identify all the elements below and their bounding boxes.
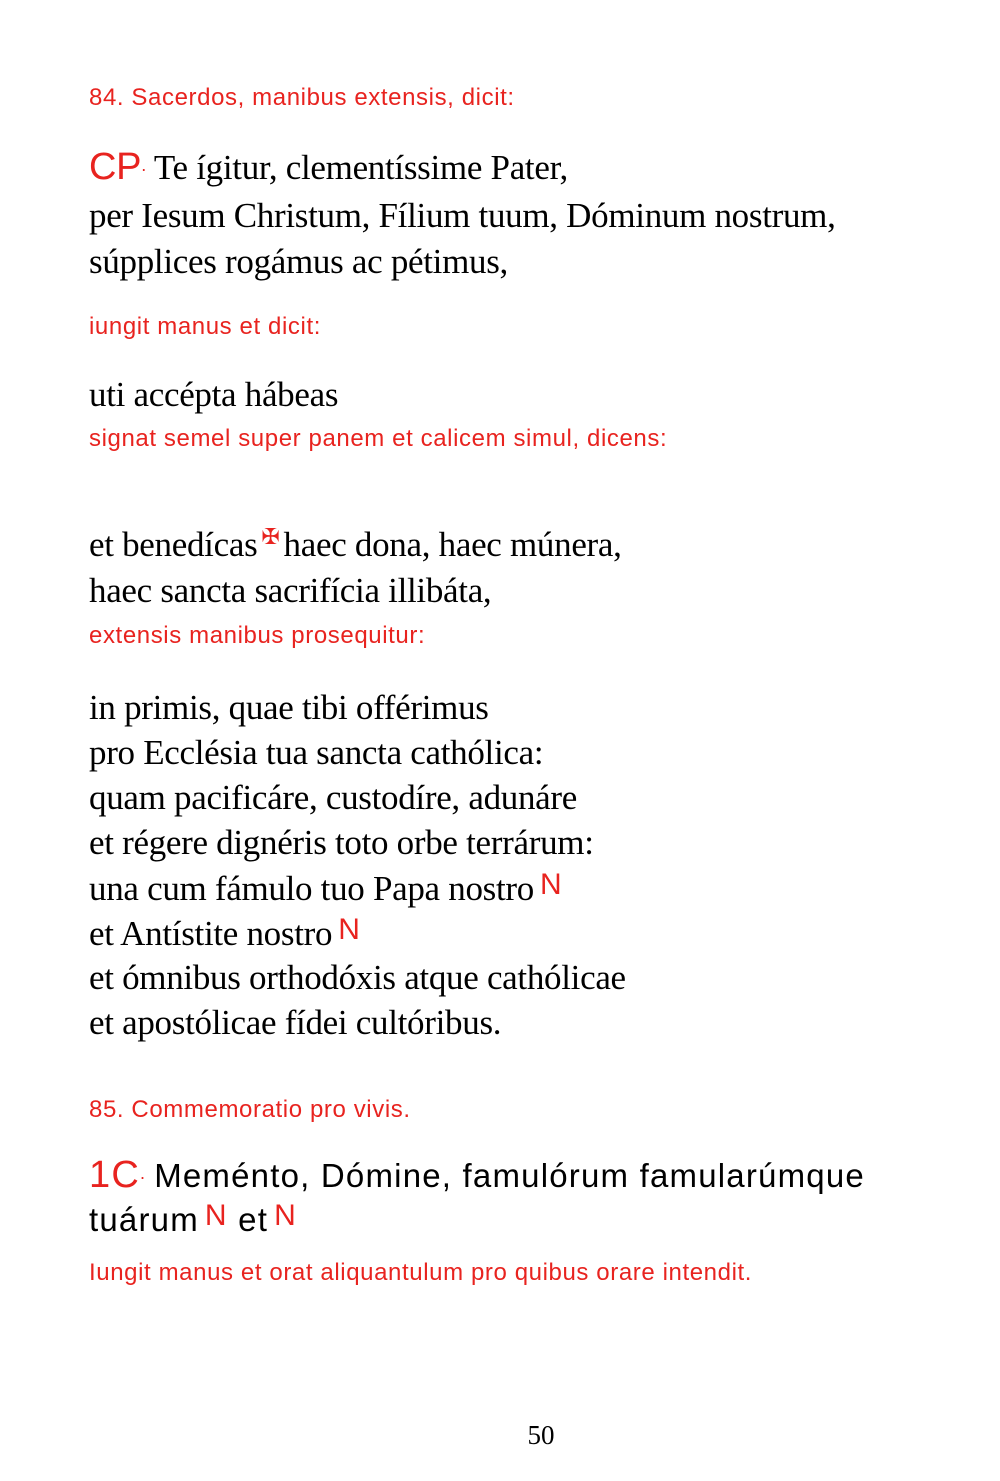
cp-marker-dot: .: [141, 155, 146, 175]
canon-block2-line-1: et ómnibus orthodóxis atque cathólicae: [89, 958, 626, 997]
memento-line-1: [89, 1156, 865, 1194]
canon-line-5: [89, 526, 622, 562]
canon-line-papa: [89, 870, 561, 906]
page-number: 50: [527, 1420, 555, 1450]
cp-marker: CP: [89, 146, 142, 188]
n-placeholder-famulorum: N: [204, 1199, 228, 1232]
canon-block-line-4: et régere dignéris toto orbe terrárum:: [89, 823, 594, 862]
canon-block-line-1: in primis, quae tibi offérimus: [89, 688, 489, 727]
canon-line-antistite: [89, 915, 360, 951]
rubric-iungit-orat: Iungit manus et orat aliquantulum pro quibus orare intendit.: [89, 1259, 753, 1286]
canon-line-3: súpplices rogámus ac pétimus,: [89, 242, 508, 281]
canon-text-5b: haec dona, haec múnera,: [283, 525, 622, 564]
n-placeholder-papa: N: [539, 868, 562, 901]
canon-line-4: uti accépta hábeas: [89, 375, 339, 414]
rubric-signat: signat semel super panem et calicem simul, dicens:: [89, 425, 668, 452]
memento-text-2a: tuárum: [89, 1201, 199, 1238]
canon-text-papa: una cum fámulo tuo Papa nostro: [89, 869, 534, 908]
1c-marker: 1C: [89, 1154, 140, 1196]
n-placeholder-famularum: N: [274, 1199, 297, 1232]
memento-text-1: Meménto, Dómine, famulórum famularúmque: [154, 1157, 865, 1194]
cross-icon: ✠: [261, 524, 280, 549]
canon-line-1: [89, 148, 568, 186]
canon-block-line-3: quam pacificáre, custodíre, adunáre: [89, 778, 577, 817]
rubric-iungit: iungit manus et dicit:: [89, 313, 321, 340]
n-placeholder-antistite: N: [338, 913, 360, 946]
canon-text-5a: et benedícas: [89, 525, 258, 564]
canon-block2-line-2: et apostólicae fídei cultóribus.: [89, 1003, 502, 1042]
canon-line-6: haec sancta sacrifícia illibáta,: [89, 571, 492, 610]
rubric-85-heading: 85. Commemoratio pro vivis.: [89, 1096, 411, 1123]
canon-line-2: per Iesum Christum, Fílium tuum, Dóminum nostrum,: [89, 196, 836, 235]
canon-text-antistite: et Antístite nostro: [89, 914, 333, 953]
rubric-84-heading: 84. Sacerdos, manibus extensis, dicit:: [89, 84, 515, 111]
memento-line-2: [89, 1201, 297, 1236]
memento-text-2b: et: [238, 1201, 269, 1238]
1c-marker-dot: .: [139, 1163, 147, 1183]
rubric-extensis: extensis manibus prosequitur:: [89, 622, 426, 649]
canon-block-line-2: pro Ecclésia tua sancta cathólica:: [89, 733, 544, 772]
canon-text-1: Te ígitur, clementíssime Pater,: [153, 148, 568, 187]
